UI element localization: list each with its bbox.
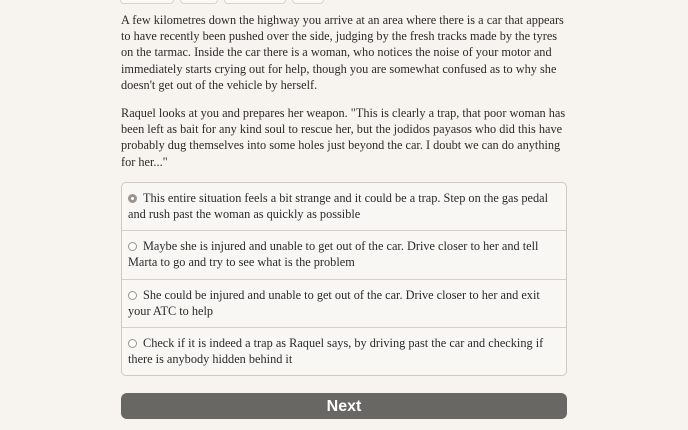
radio-selected-icon[interactable] [128, 194, 137, 203]
radio-icon[interactable] [128, 291, 137, 300]
choice-list [121, 182, 567, 377]
top-tab[interactable] [292, 0, 324, 4]
top-tab[interactable] [180, 0, 218, 4]
choice-text: This entire situation feels a bit strange and it could be a trap. Step on the gas pedal and rush past the woman as quickly as possible [128, 190, 548, 222]
choice-option-2[interactable] [122, 230, 566, 278]
choice-option-1[interactable] [122, 183, 566, 230]
choice-option-3[interactable] [122, 279, 566, 327]
next-button[interactable]: Next [121, 393, 567, 419]
story-paragraph: Raquel looks at you and prepares her weapon. "This is clearly a trap, that poor woman has been left as bait for any kind soul to rescue her, but the jodidos payasos who did this have probably dug themselves into some holes just beyond the car. I doubt we can do anything for her..." [121, 106, 566, 169]
choice-text: Check if it is indeed a trap as Raquel says, by driving past the car and checking if there is anybody hidden behind it [128, 336, 544, 367]
story-paragraph: A few kilometres down the highway you arrive at an area where there is a car that appears to have recently been pushed over the side, judging by the fresh tracks made by the tyres on the tarmac. Inside the car there is a woman, who notices the noise of your motor and immediately starts crying out for help, though you are somewhat confused as to why she doesn't get out of the vehicle by herself. [121, 13, 564, 92]
choice-text: She could be injured and unable to get out of the car. Drive closer to her and exit your ATC to help [128, 287, 540, 318]
radio-icon[interactable] [128, 242, 137, 251]
choice-option-4[interactable] [122, 327, 566, 375]
top-tab[interactable] [120, 0, 174, 4]
story-content [121, 12, 567, 376]
choice-text: Maybe she is injured and unable to get out of the car. Drive closer to her and tell Marta to go and try to see what is the problem [128, 239, 539, 270]
top-tab[interactable] [224, 0, 286, 4]
top-tabs [120, 0, 324, 4]
radio-icon[interactable] [128, 339, 137, 348]
